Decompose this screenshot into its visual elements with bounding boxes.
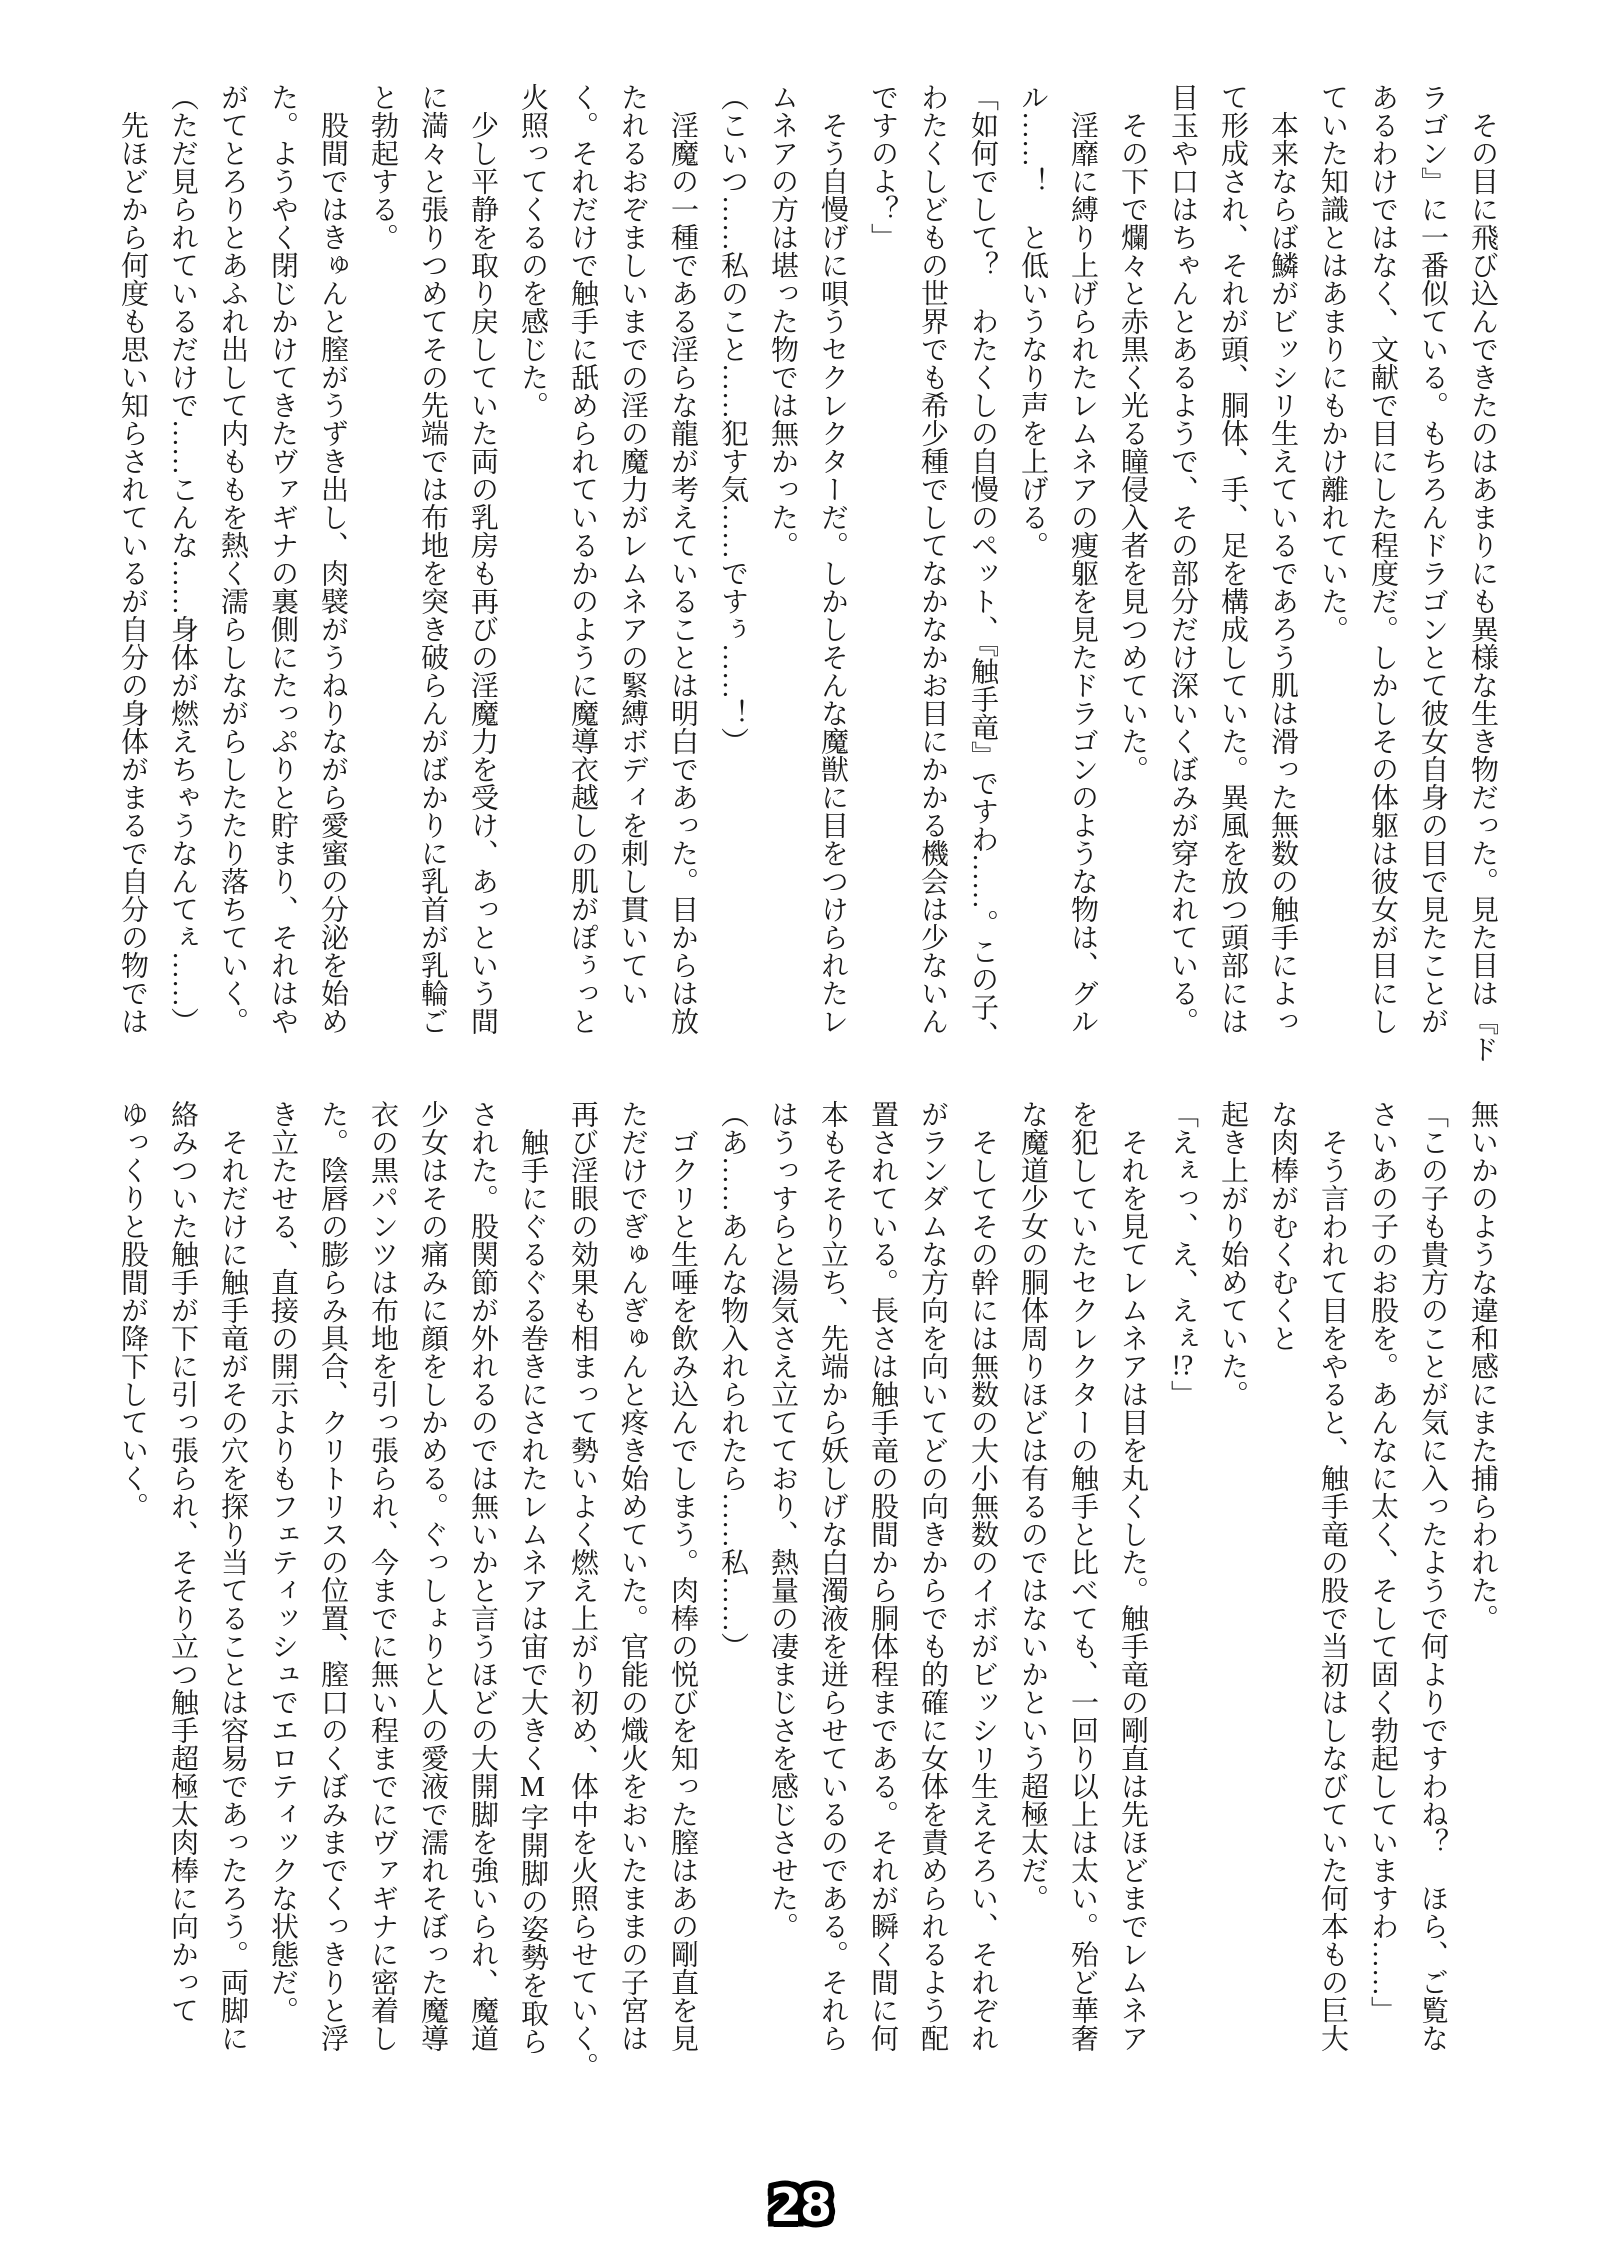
text-column: 本来ならば鱗がビッシリ生えているであろう肌は滑った無数の触手によっ (1267, 83, 1298, 1035)
text-column: 淫魔の一種である淫らな龍が考えていることは明白であった。目からは放 (667, 83, 698, 1035)
text-column: な肉棒がむくむくと (1267, 1100, 1298, 1352)
text-column: ムネアの方は堪った物では無かった。 (767, 83, 798, 559)
text-column: そう言われて目をやると、触手竜の股で当初はしなびていた何本もの巨大 (1317, 1100, 1348, 2052)
text-column: さいあの子のお股を。あんなに太く、そして固く勃起していますわ……」 (1367, 1100, 1398, 2024)
text-column: を犯していたセクレクターの触手と比べても、一回り以上は太い。殆ど華奢 (1067, 1100, 1098, 2052)
text-column: と勃起する。 (367, 83, 398, 251)
tatechuyoko-glyph: !? (1171, 1352, 1194, 1380)
text-column: ゆっくりと股間が降下していく。 (117, 1100, 148, 1520)
text-column: たれるおぞましいまでの淫の魔力がレムネアの緊縛ボディを刺し貫いてい (617, 83, 648, 1007)
text-column: された。股関節が外れるのでは無いかと言うほどの大開脚を強いられ、魔道 (467, 1100, 498, 2052)
text-column: その目に飛び込んできたのはあまりにも異様な生き物だった。見た目は『ド (1467, 83, 1498, 1063)
text-column: 無いかのような違和感にまた捕らわれた。 (1467, 1100, 1498, 1632)
text-column: 目玉や口はちゃんとあるようで、その部分だけ深いくぼみが穿たれている。 (1167, 83, 1198, 1035)
text-column: た。ようやく閉じかけてきたヴァギナの裏側にたっぷりと貯まり、それはや (267, 83, 298, 1035)
text-column: て形成され、それが頭、胴体、手、足を構成していた。異風を放つ頭部には (1217, 83, 1248, 1035)
text-column: き立たせる、直接の開示よりもフェティッシュでエロティックな状態だ。 (267, 1100, 298, 2024)
text-column: がランダムな方向を向いてどの向きからでも的確に女体を責められるよう配 (917, 1100, 948, 2052)
text-column: ラゴン』に一番似ている。もちろんドラゴンとて彼女自身の目で見たことが (1417, 83, 1448, 1035)
text-column: く。それだけで触手に舐められているかのように魔導衣越しの肌がぽぅっと (567, 83, 598, 1035)
text-column: 再び淫眼の効果も相まって勢いよく燃え上がり初め、体中を火照らせていく。 (567, 1100, 598, 2080)
text-column: 本もそそり立ち、先端から妖しげな白濁液を迸らせているのである。それら (817, 1100, 848, 2052)
text-column: わたくしどもの世界でも希少種でしてなかなかお目にかかる機会は少ないん (917, 83, 948, 1035)
text-column: 起き上がり始めていた。 (1217, 1100, 1248, 1408)
text-column: 絡みついた触手が下に引っ張られ、そそり立つ触手超極太肉棒に向かって (167, 1100, 198, 2024)
text-column: ただけでぎゅんぎゅんと疼き始めていた。官能の熾火をおいたままの子宮は (617, 1100, 648, 2052)
text-column: 「如何でして？ わたくしの自慢のペット、『触手竜』ですわ……。この子、 (967, 83, 998, 1049)
text-column: た。陰唇の膨らみ具合、クリトリスの位置、膣口のくぼみまでくっきりと浮 (317, 1100, 348, 2052)
top-text-block (92, 83, 1498, 1063)
text-column: （ただ見られているだけで……こんな……身体が燃えちゃうなんてぇ……） (167, 83, 198, 1035)
text-column: 衣の黒パンツは布地を引っ張られ、今までに無い程までにヴァギナに密着し (367, 1100, 398, 2052)
text-column: そう自慢げに唄うセクレクターだ。しかしそんな魔獣に目をつけられたレ (817, 83, 848, 1035)
text-column: はうっすらと湯気さえ立てており、熱量の凄まじさを感じさせた。 (767, 1100, 798, 1940)
text-column: ですのよ？」 (867, 83, 898, 251)
text-column: 火照ってくるのを感じた。 (517, 83, 548, 419)
text-column: がてとろりとあふれ出して内ももを熱く濡らしながらしたたり落ちていく。 (217, 83, 248, 1035)
text-column: 少女はその痛みに顔をしかめる。ぐっしょりと人の愛液で濡れそぼった魔導 (417, 1100, 448, 2052)
text-column: そしてその幹には無数の大小無数のイボがビッシリ生えそろい、それぞれ (967, 1100, 998, 2052)
text-column: 「えぇっ、え、えぇ!?」 (1167, 1100, 1198, 1408)
text-column: 先ほどから何度も思い知らされているが自分の身体がまるで自分の物では (117, 83, 148, 1035)
text-column: それだけに触手竜がその穴を探り当てることは容易であったろう。両脚に (217, 1100, 248, 2052)
text-column: 置されている。長さは触手竜の股間から胴体程まである。それが瞬く間に何 (867, 1100, 898, 2052)
text-column: ル……！ と低いうなり声を上げる。 (1017, 83, 1048, 559)
text-column: ゴクリと生唾を飲み込んでしまう。肉棒の悦びを知った膣はあの剛直を見 (667, 1100, 698, 2052)
text-column: それを見てレムネアは目を丸くした。触手竜の剛直は先ほどまでレムネア (1117, 1100, 1148, 2052)
text-column: 触手にぐるぐる巻きにされたレムネアは宙で大きくM字開脚の姿勢を取ら (517, 1100, 548, 2055)
text-column: な魔道少女の胴体周りほどは有るのではないかという超極太だ。 (1017, 1100, 1048, 1912)
text-column: 淫靡に縛り上げられたレムネアの痩躯を見たドラゴンのような物は、グル (1067, 83, 1098, 1035)
text-column: （あ……あんな物入れられたら……私……） (717, 1100, 748, 1660)
page-number: 28 (769, 2178, 830, 2232)
text-column: 股間ではきゅんと膣がうずき出し、肉襞がうねりながら愛蜜の分泌を始め (317, 83, 348, 1035)
text-column: その下で爛々と赤黒く光る瞳侵入者を見つめていた。 (1117, 83, 1148, 783)
upright-latin-glyph: M (517, 1772, 548, 1803)
bottom-text-block (92, 1100, 1496, 2090)
text-column: 「この子も貴方のことが気に入ったようで何よりですわね？ ほら、ご覧な (1417, 1100, 1448, 2052)
text-column: あるわけではなく、文献で目にした程度だ。しかしその体躯は彼女が目にし (1367, 83, 1398, 1035)
text-column: に満々と張りつめてその先端では布地を突き破らんがばかりに乳首が乳輪ご (417, 83, 448, 1035)
text-column: ていた知識とはあまりにもかけ離れていた。 (1317, 83, 1348, 643)
text-column: （こいつ……私のこと……犯す気……ですぅ……！） (717, 83, 748, 755)
text-column: 少し平静を取り戻していた両の乳房も再びの淫魔力を受け、あっという間 (467, 83, 498, 1035)
